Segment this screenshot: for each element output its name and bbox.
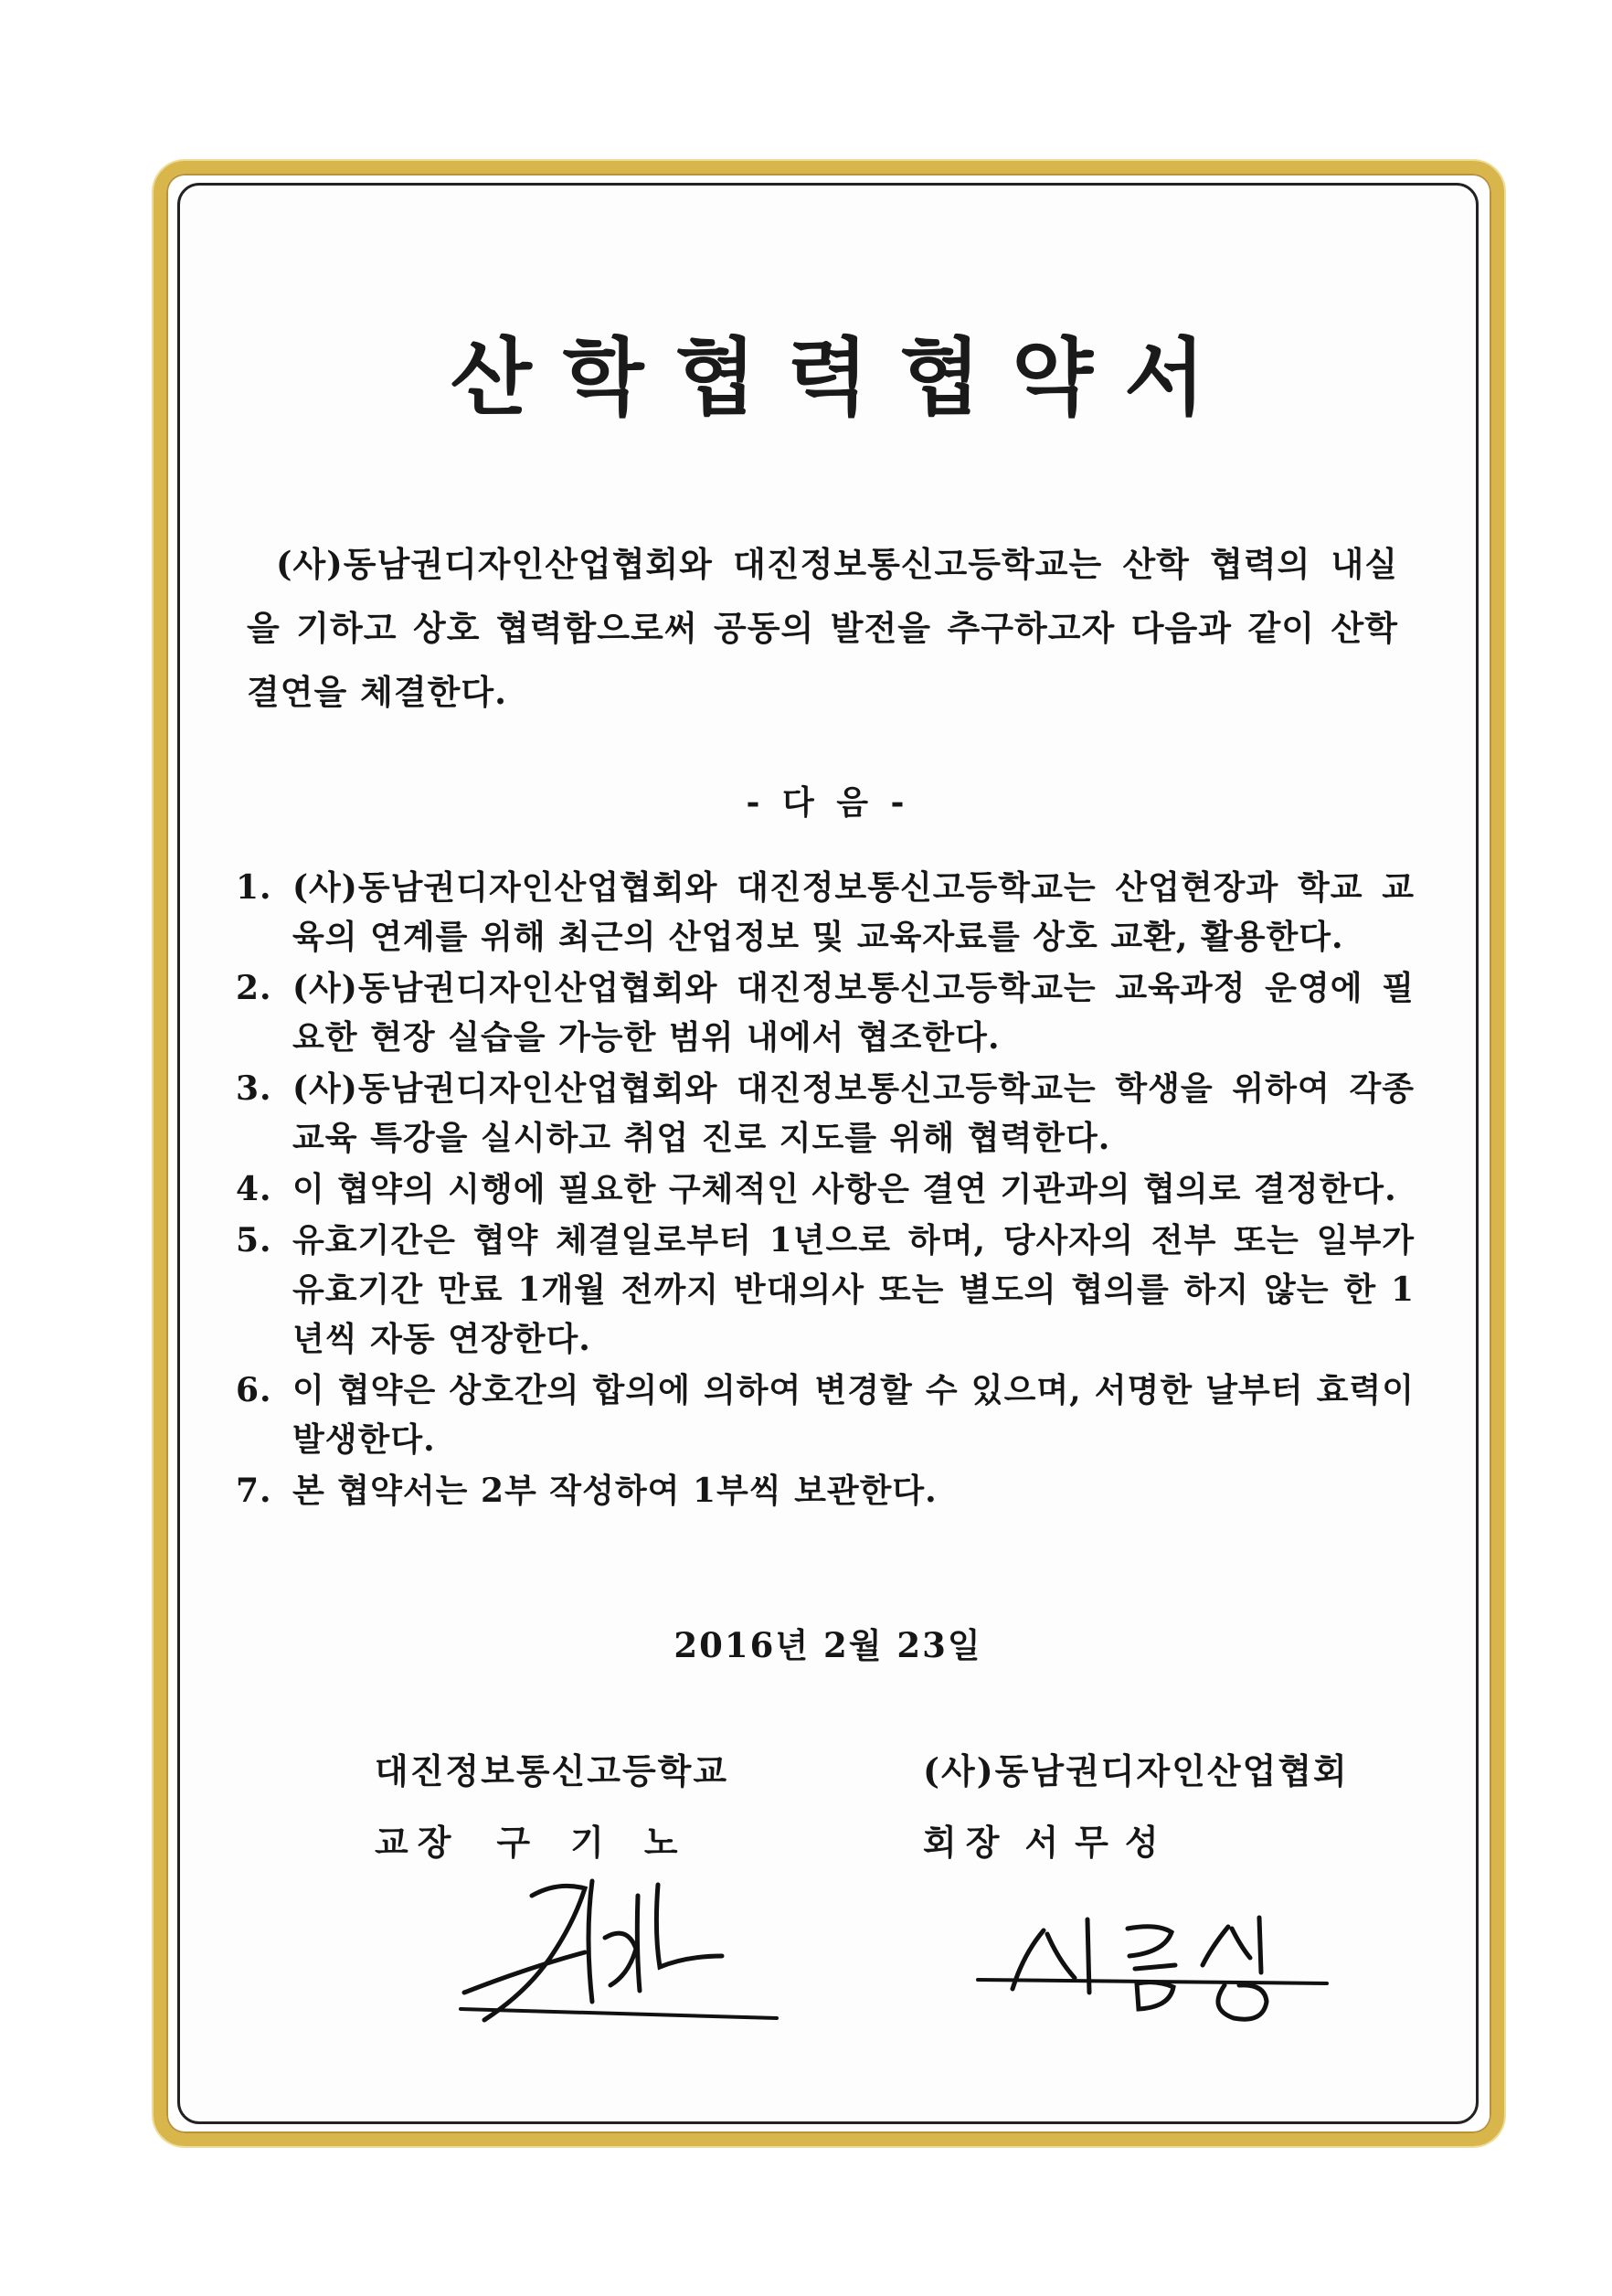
signer-association [923,1744,1398,1870]
clause-item-3 [236,1064,1415,1163]
section-heading-da-eum: - 다 음 - [746,783,910,822]
signer-title: 회장 [923,1822,1009,1863]
clause-number: 5. [236,1221,272,1260]
clause-item-1 [236,863,1415,962]
clause-text: (사)동남권디자인산업협회와 대진정보통신고등학교는 교육과정 운영에 필요한 현장 실습을 가능한 범위 내에서 협조한다. [292,969,1415,1057]
document-title: 산학협력협약서 [450,329,1237,427]
clause-text: 이 협약은 상호간의 합의에 의하여 변경할 수 있으며, 서명한 날부터 효력이 발생한다. [292,1371,1415,1459]
clause-list [236,863,1415,1517]
signer-organization: 대진정보통신고등학교 [375,1750,729,1791]
clause-item-2 [236,963,1415,1062]
signature-right [969,1901,1334,2038]
signer-representative [375,1815,795,1870]
clause-text: 유효기간은 협약 체결일로부터 1년으로 하며, 당사자의 전부 또는 일부가 유효기간 만료 1개월 전까지 반대의사 또는 별도의 협의를 하지 않는 한 1년씩 자동 연장한다. [292,1221,1415,1358]
clause-number: 6. [236,1371,272,1409]
clause-item-6 [236,1366,1415,1464]
signature-left [448,1865,795,2038]
signer-representative [923,1815,1398,1870]
signer-organization: (사)동남권디자인산업협회 [923,1750,1349,1791]
clause-text: 이 협약의 시행에 필요한 구체적인 사항은 결연 기관과의 협의로 결정한다. [292,1170,1397,1208]
clause-number: 4. [236,1170,272,1208]
signing-date: 2016년 2월 23일 [673,1625,982,1665]
clause-number: 1. [236,868,272,907]
clause-text: (사)동남권디자인산업협회와 대진정보통신고등학교는 산업현장과 학교 교육의 연계를 위해 최근의 산업정보 및 교육자료를 상호 교환, 활용한다. [292,868,1415,956]
intro-paragraph: (사)동남권디자인산업협회와 대진정보통신고등학교는 산학 협력의 내실을 기하고 상호 협력함으로써 공동의 발전을 추구하고자 다음과 같이 산학 결연을 체결한다. [247,544,1398,712]
signer-title: 교장 [375,1822,461,1863]
signer-name: 서무성 [1024,1822,1175,1863]
clause-item-7 [236,1466,1415,1515]
clause-text: (사)동남권디자인산업협회와 대진정보통신고등학교는 학생을 위하여 각종 교육 특강을 실시하고 취업 진로 지도를 위해 협력한다. [292,1069,1415,1157]
clause-text: 본 협약서는 2부 작성하여 1부씩 보관한다. [292,1472,938,1510]
clause-number: 3. [236,1069,272,1108]
signer-school [375,1744,795,1870]
signer-name: 구기노 [496,1822,718,1863]
clause-number: 7. [236,1472,272,1510]
clause-item-4 [236,1164,1415,1214]
clause-item-5 [236,1216,1415,1364]
clause-number: 2. [236,969,272,1007]
